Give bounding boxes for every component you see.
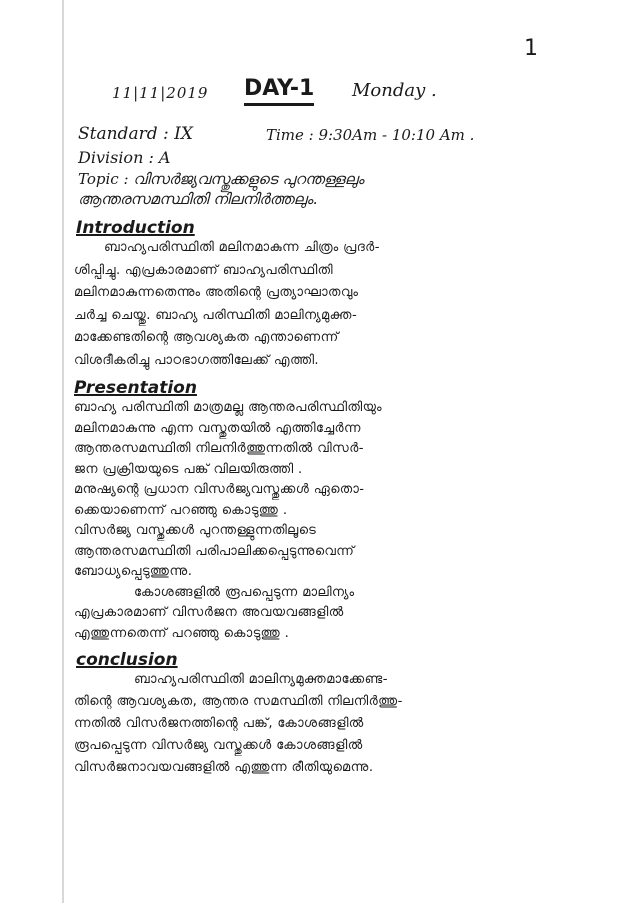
introduction-line: ശിപ്പിച്ചു. എപ്രകാരമാണ് ബാഹ്യപരിസ്ഥിതി [74, 262, 333, 278]
introduction-line: മാക്കേണ്ടതിന്റെ ആവശ്യകത എന്താണെന്ന് [74, 330, 339, 345]
introduction-heading: Introduction [76, 218, 195, 238]
lesson-date: 11|11|2019 [112, 84, 209, 102]
presentation-line: ജന പ്രക്രിയയുടെ പങ്ക് വിലയിരുത്തി . [74, 461, 303, 477]
introduction-line: വിശദീകരിച്ചു പാഠഭാഗത്തിലേക്ക് എത്തി. [74, 352, 319, 368]
conclusion-line: ബാഹ്യപരിസ്ഥിതി മാലിന്യമുക്തമാക്കേണ്ട- [134, 672, 388, 687]
presentation-line: ക്കെയാണെന്ന് പറഞ്ഞു കൊടുത്തു . [74, 502, 288, 518]
introduction-line: മലിനമാകുന്നതെന്നും അതിന്റെ പ്രത്യാഘാതവും [74, 285, 359, 300]
presentation-line: വിസർജ്യ വസ്തുക്കൾ പുറന്തള്ളുന്നതിലൂടെ [74, 523, 317, 538]
margin-line [62, 0, 64, 903]
topic-line-2: ആന്തരസമസ്ഥിതി നിലനിർത്തലും. [78, 190, 318, 208]
standard-label: Standard : IX [78, 124, 193, 144]
conclusion-line: വിസർജനാവയവങ്ങളിൽ എത്തുന്ന രീതിയുമെന്നു. [74, 760, 374, 775]
presentation-line: ബോധ്യപ്പെടുത്തുന്നു. [74, 564, 193, 579]
introduction-line: ബാഹ്യപരിസ്ഥിതി മലിനമാകുന്ന ചിത്രം പ്രദർ- [104, 240, 380, 255]
presentation-line: മലിനമാകുന്നു എന്ന വസ്തുതയിൽ എത്തിച്ചേർന്ന [74, 420, 361, 436]
conclusion-line: തിന്റെ ആവശ്യകത, ആന്തര സമസ്ഥിതി നിലനിർത്തു- [74, 694, 403, 709]
presentation-heading: Presentation [74, 378, 197, 398]
presentation-line: എത്തുന്നതെന്ന് പറഞ്ഞു കൊടുത്തു . [74, 625, 290, 641]
time-label: Time : 9:30Am - 10:10 Am . [266, 126, 475, 144]
conclusion-line: ന്നതിൽ വിസർജനത്തിന്റെ പങ്ക്, കോശങ്ങളിൽ [74, 716, 364, 731]
conclusion-line: രൂപപ്പെടുന്ന വിസർജ്യ വസ്തുക്കൾ കോശങ്ങളിൽ [74, 738, 363, 753]
presentation-line: ബാഹ്യ പരിസ്ഥിതി മാത്രമല്ല ആന്തരപരിസ്ഥിതിയും [74, 400, 382, 415]
presentation-line: മനുഷ്യന്റെ പ്രധാന വിസർജ്യവസ്തുക്കൾ ഏതൊ- [74, 482, 365, 497]
presentation-line: കോശങ്ങളിൽ രൂപപ്പെടുന്ന മാലിന്യം [134, 584, 355, 600]
presentation-line: ആന്തരസമസ്ഥിതി നിലനിർത്തുന്നതിൽ വിസർ- [74, 441, 364, 456]
conclusion-heading: conclusion [76, 650, 178, 670]
introduction-line: ചർച്ച ചെയ്തു. ബാഹ്യ പരിസ്ഥിതി മാലിന്യമുക്ത- [74, 307, 358, 323]
weekday: Monday . [352, 80, 437, 101]
presentation-line: ആന്തരസമസ്ഥിതി പരിപാലിക്കപ്പെടുന്നുവെന്ന് [74, 543, 355, 559]
division-label: Division : A [78, 148, 171, 167]
page-number: 1 [524, 36, 538, 61]
presentation-line: എപ്രകാരമാണ് വിസർജന അവയവങ്ങളിൽ [74, 605, 344, 620]
day-title: DAY-1 [244, 76, 314, 106]
topic-line-1: Topic : വിസർജ്യവസ്തുക്കളുടെ പുറന്തള്ളലും [78, 170, 364, 188]
